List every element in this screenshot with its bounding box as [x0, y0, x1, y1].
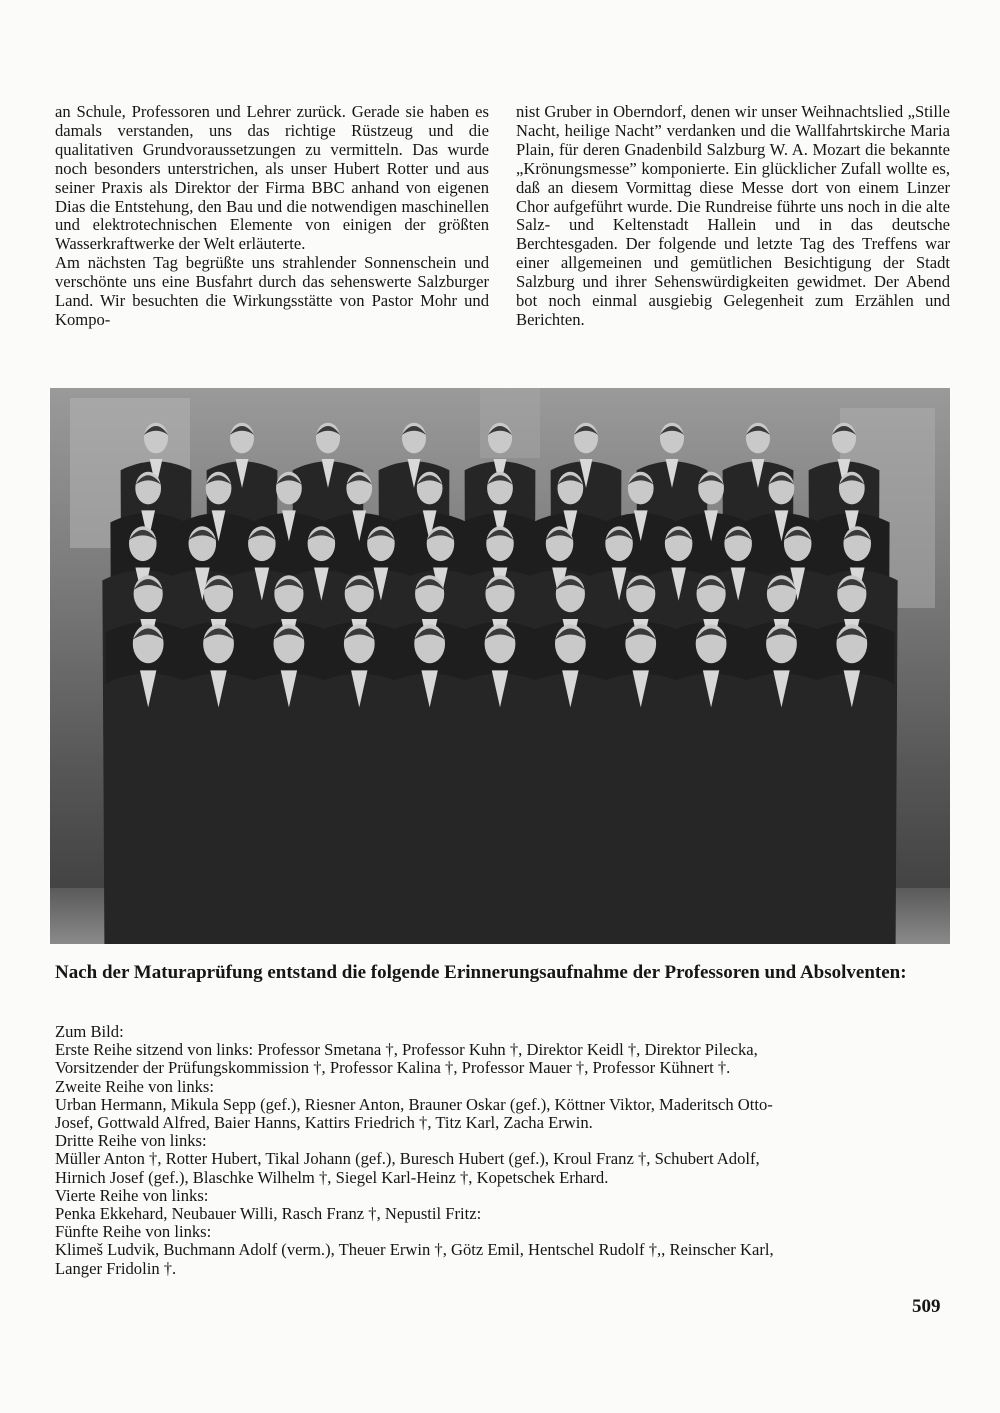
page-number: 509 [912, 1296, 941, 1317]
person-body [807, 674, 897, 944]
caption-heading: Nach der Maturaprüfung entstand die folgende Erinnerungsaufnahme der Professoren und Absolventen: [55, 962, 907, 983]
legend-line: Dritte Reihe von links: [55, 1131, 207, 1151]
photo-legend [55, 1023, 955, 1278]
legend-line: Zweite Reihe von links: [55, 1076, 214, 1096]
article-right-column [516, 103, 950, 330]
legend-line: Josef, Gottwald Alfred, Baier Hanns, Kattirs Friedrich †, Titz Karl, Zacha Erwin. [55, 1113, 593, 1133]
legend-line: Urban Hermann, Mikula Sepp (gef.), Riesner Anton, Brauner Oskar (gef.), Köttner Viktor, Maderitsch Otto- [55, 1094, 773, 1114]
paragraph: an Schule, Professoren und Lehrer zurück. Gerade sie haben es damals verstanden, uns das richtige Rüstzeug und die qualitativen Grundvoraussetzungen zu vermitteln. Das wurde noch besonders unterstrichen, als unser Hubert Rotter und aus seiner Praxis als Direktor der Firma BBC anhand von eigenen Dias die Entstehung, den Bau und die notwendigen maschinellen und elektrotechnischen Elemente von einigen der größten Wasserkraftwerke der Welt erläuterte. [55, 102, 489, 254]
article-left-column [55, 103, 489, 330]
group-photo [50, 388, 950, 944]
paragraph: nist Gruber in Oberndorf, denen wir unser Weihnachtslied „Stille Nacht, heilige Nacht” verdanken und die Wallfahrtskirche Maria Plain, für deren Gnadenbild Salzburg W. A. Mozart die bekannte „Krönungsmesse” komponierte. Ein glücklicher Zufall wollte es, daß an diesem Vormittag diese Messe dort von einem Linzer Chor aufgeführt wurde. Die Rundreise führte uns noch in die alte Salz- und Keltenstadt Hallein und in das deutsche Berchtesgaden. Der folgende und letzte Tag des Treffens war einer allgemeinen und gemütlichen Besichtigung der Stadt Salzburg und ihrer Sehenswürdigkeiten gewidmet. Der Abend bot noch einmal ausgiebig Gelegenheit zum Erzählen und Berichten. [516, 102, 950, 329]
legend-line: Erste Reihe sitzend von links: Professor Smetana †, Professor Kuhn †, Direktor Keidl †, Direktor Pilecka, [55, 1040, 758, 1060]
paragraph: Am nächsten Tag begrüßte uns strahlender Sonnenschein und verschönte uns eine Busfahrt durch das sehenswerte Salzburger Land. Wir besuchten die Wirkungsstätte von Pastor Mohr und Kompo- [55, 253, 489, 329]
legend-line: Penka Ekkehard, Neubauer Willi, Rasch Franz †, Nepustil Fritz: [55, 1204, 482, 1224]
legend-line: Vierte Reihe von links: [55, 1185, 209, 1205]
legend-line: Müller Anton †, Rotter Hubert, Tikal Johann (gef.), Buresch Hubert (gef.), Kroul Franz †, Schubert Adolf, [55, 1149, 760, 1169]
photo-pillar [480, 388, 540, 458]
legend-line: Klimeš Ludvik, Buchmann Adolf (verm.), Theuer Erwin †, Götz Emil, Hentschel Rudolf †,, Reinscher Karl, [55, 1240, 774, 1260]
group-photo-drawing [50, 388, 950, 944]
legend-line: Fünfte Reihe von links: [55, 1222, 212, 1242]
legend-line: Hirnich Josef (gef.), Blaschke Wilhelm †, Siegel Karl-Heinz †, Kopetschek Erhard. [55, 1167, 609, 1187]
legend-line: Zum Bild: [55, 1022, 124, 1041]
legend-line: Vorsitzender der Prüfungskommission †, Professor Kalina †, Professor Mauer †, Professor Kühnert †. [55, 1058, 731, 1078]
photo-people [102, 423, 897, 944]
legend-line: Langer Fridolin †. [55, 1258, 177, 1278]
